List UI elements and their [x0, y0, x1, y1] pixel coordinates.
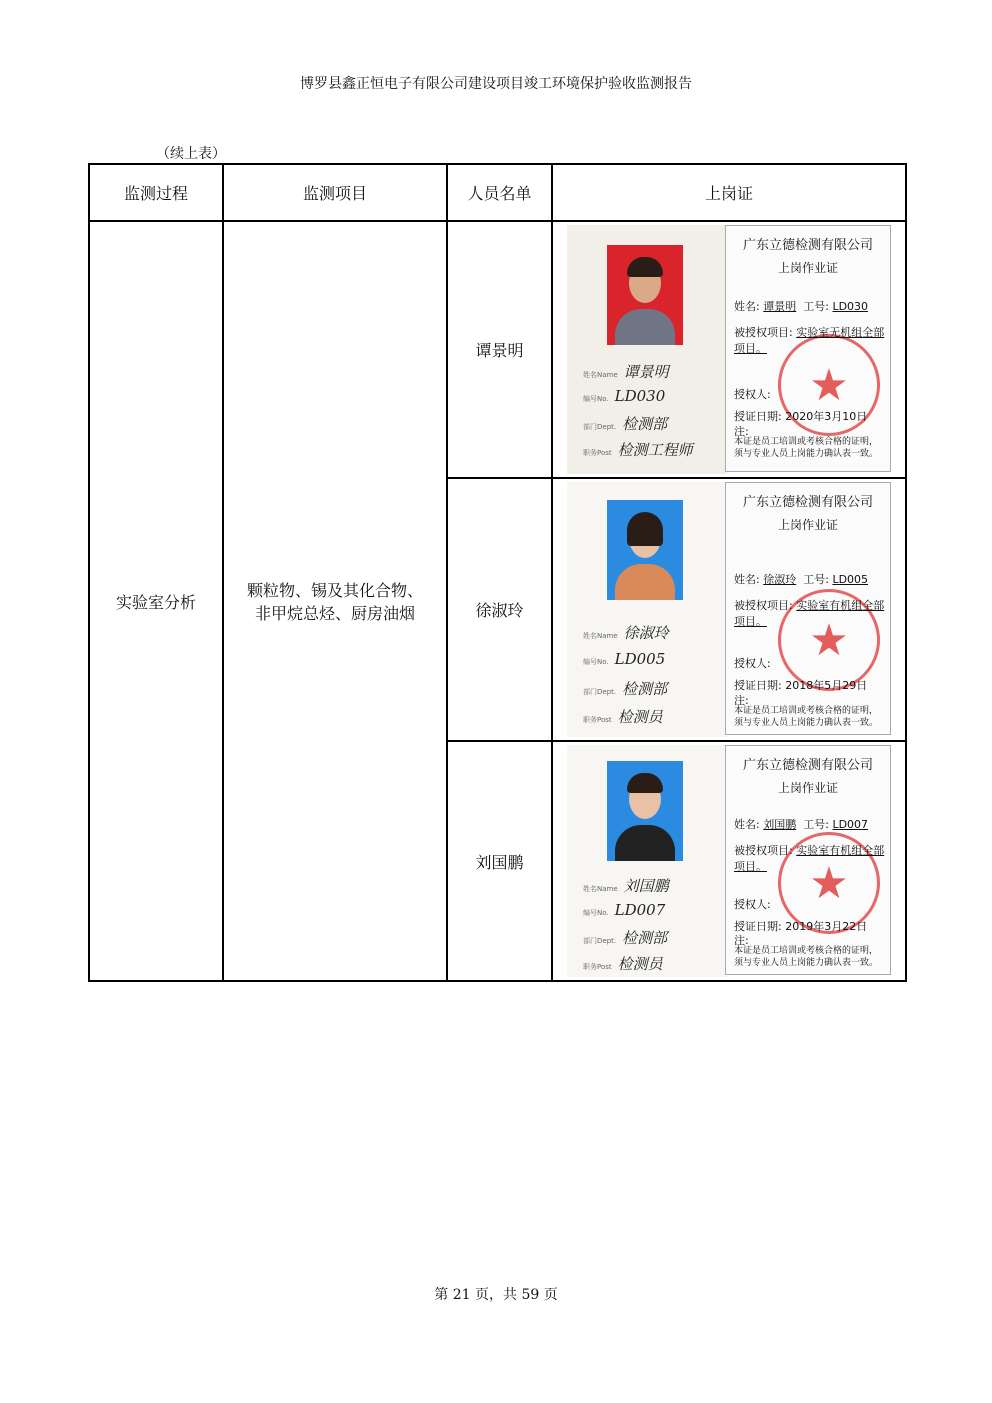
cert-note: 本证是员工培训或考核合格的证明，须与专业人员上岗能力确认表一致。 [734, 946, 879, 968]
process-cell: 实验室分析 [89, 221, 223, 981]
certificate-card [553, 480, 905, 739]
cert-type: 上岗作业证 [777, 781, 838, 795]
card-info-side: ★ 广东立德检测有限公司 上岗作业证 姓名: 谭景明 工号: LD030 被授权项目: 实验室无机组全部项目。 授权人: 授证日期: 2020年3月10日 注: 本证是员工培训或考核合格的证明，须与专业人员上岗能力确认表一致。 [725, 225, 891, 472]
card-photo-side: 姓名Name 谭景明 编号No. LD030 部门Dept. 检测部 职务Post 检测工程师 [567, 225, 727, 474]
handwritten-post: 检测工程师 [617, 441, 693, 459]
cert-type: 上岗作业证 [777, 261, 838, 275]
id-photo [607, 500, 683, 600]
items-line: 非甲烷总烃、厨房油烟 [254, 604, 415, 623]
company-name: 广东立德检测有限公司 [742, 758, 873, 773]
header-staff: 人员名单 [447, 164, 552, 221]
certificate-card [553, 223, 905, 476]
certificate-cell [552, 741, 906, 981]
header-items: 监测项目 [223, 164, 447, 221]
handwritten-post: 检测员 [617, 708, 663, 726]
handwritten-no: LD005 [614, 650, 666, 668]
handwritten-post: 检测员 [617, 955, 663, 973]
id-photo [607, 245, 683, 345]
red-seal-icon: ★ [778, 589, 880, 691]
certificate-cell [552, 478, 906, 741]
staff-name: 刘国鹏 [447, 741, 552, 981]
certificate-table [88, 163, 907, 982]
red-seal-icon: ★ [778, 832, 880, 934]
table-row [89, 221, 906, 478]
items-line: 颗粒物、锡及其化合物、 [246, 581, 423, 600]
handwritten-no: LD007 [614, 901, 666, 919]
handwritten-no: LD030 [614, 387, 666, 405]
card-photo-side: 姓名Name 徐淑玲 编号No. LD005 部门Dept. 检测部 职务Post 检测员 [567, 482, 727, 737]
card-info-side: ★ 广东立德检测有限公司 上岗作业证 姓名: 徐淑玲 工号: LD005 被授权项目: 实验室有机组全部项目。 授权人: 授证日期: 2018年5月29日 注: 本证是员工培训或考核合格的证明，须与专业人员上岗能力确认表一致。 [725, 482, 891, 735]
certificate-cell [552, 221, 906, 478]
handwritten-name: 刘国鹏 [623, 877, 669, 895]
items-cell [223, 221, 447, 981]
company-name: 广东立德检测有限公司 [742, 495, 873, 510]
red-seal-icon: ★ [778, 334, 880, 436]
header-certificate: 上岗证 [552, 164, 906, 221]
continued-label: （续上表） [156, 146, 226, 162]
staff-name: 徐淑玲 [447, 478, 552, 741]
handwritten-dept: 检测部 [622, 415, 668, 433]
handwritten-dept: 检测部 [622, 680, 668, 698]
cert-type: 上岗作业证 [777, 518, 838, 532]
handwritten-name: 谭景明 [623, 363, 669, 381]
staff-name: 谭景明 [447, 221, 552, 478]
id-photo [607, 761, 683, 861]
certificate-card [553, 743, 905, 979]
card-photo-side: 姓名Name 刘国鹏 编号No. LD007 部门Dept. 检测部 职务Post 检测员 [567, 745, 727, 977]
cert-note: 本证是员工培训或考核合格的证明，须与专业人员上岗能力确认表一致。 [734, 437, 879, 459]
report-title: 博罗县鑫正恒电子有限公司建设项目竣工环境保护验收监测报告 [300, 76, 692, 92]
cert-note: 本证是员工培训或考核合格的证明，须与专业人员上岗能力确认表一致。 [734, 706, 879, 728]
header-process: 监测过程 [89, 164, 223, 221]
page-number: 第 21 页，共 59 页 [434, 1287, 558, 1303]
card-info-side: ★ 广东立德检测有限公司 上岗作业证 姓名: 刘国鹏 工号: LD007 被授权项目: 实验室有机组全部项目。 授权人: 授证日期: 2019年3月22日 注: 本证是员工培训或考核合格的证明，须与专业人员上岗能力确认表一致。 [725, 745, 891, 975]
company-name: 广东立德检测有限公司 [742, 238, 873, 253]
table-header-row [89, 164, 906, 221]
handwritten-name: 徐淑玲 [623, 624, 669, 642]
handwritten-dept: 检测部 [622, 929, 668, 947]
